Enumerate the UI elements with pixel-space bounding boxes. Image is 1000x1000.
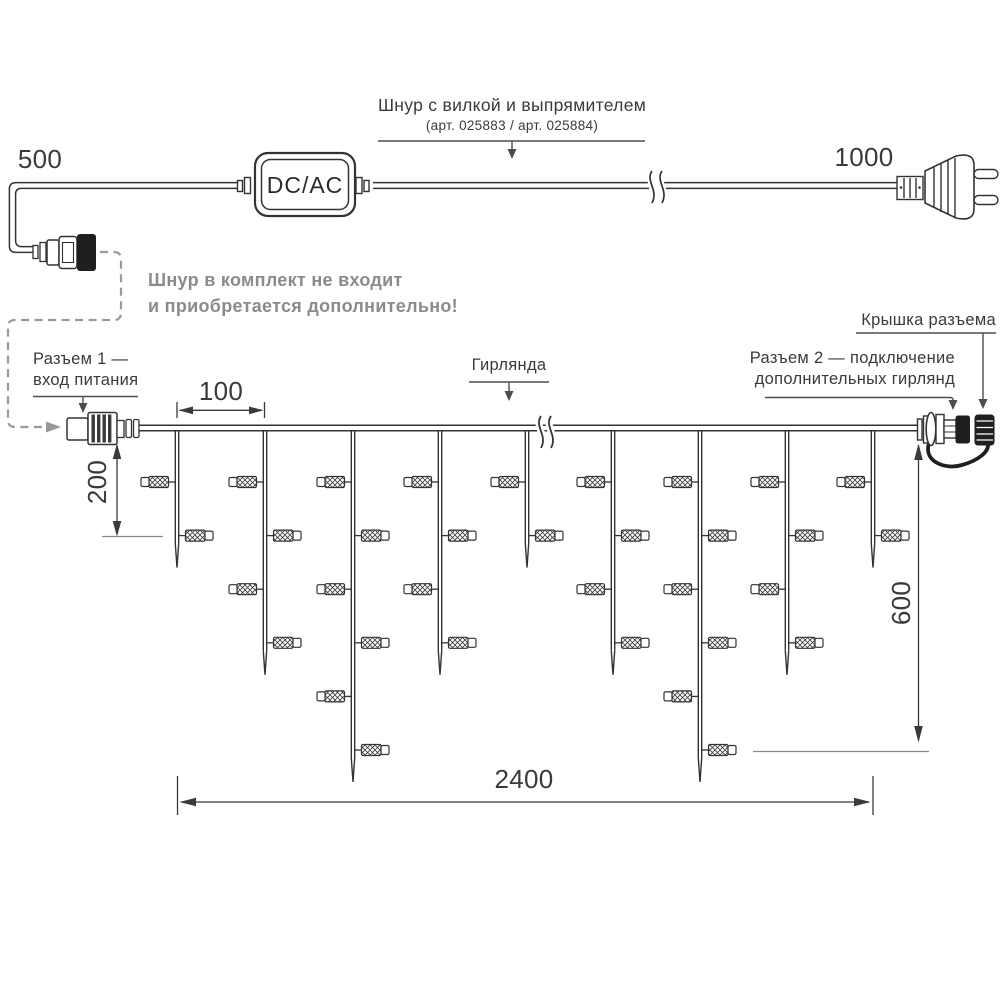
cord-note-line1: Шнур в комплект не входит: [148, 270, 403, 290]
connector2-label-line2: дополнительных гирлянд: [754, 370, 955, 388]
dim-500-label: 500: [17, 144, 63, 174]
cord-note-line2: и приобретается дополнительно!: [148, 296, 458, 316]
dim-1000-label: 1000: [834, 142, 894, 172]
dim-2400-label: 2400: [494, 764, 554, 794]
power-cord-cable: [9, 183, 897, 253]
converter-label: DC/AC: [266, 172, 344, 198]
dashed-connection-path: [8, 252, 121, 433]
garland-connector-1: [67, 413, 139, 445]
mains-plug: [897, 155, 998, 219]
connector2-label-line1: Разъем 2 — подключение: [749, 349, 955, 367]
cord-title: Шнур с вилкой и выпрямителем: [377, 95, 647, 115]
garland-cable: [139, 425, 918, 430]
connector1-label-line1: Разъем 1 —: [33, 350, 129, 368]
garland-label: Гирлянда: [471, 356, 547, 374]
adapter-output-connector: [33, 234, 96, 271]
connector-cap: [975, 415, 995, 446]
cord-subtitle: (арт. 025883 / арт. 025884): [425, 118, 599, 133]
dim-200-label: 200: [82, 459, 112, 505]
cap-label: Крышка разъема: [861, 311, 996, 329]
power-cord-break-mark: [649, 171, 664, 203]
dim-100-label: 100: [198, 376, 244, 406]
connector1-label-line2: вход питания: [33, 371, 139, 389]
garland-break-mark: [539, 416, 553, 448]
garland-connector-2: [918, 413, 995, 467]
dim-600-label: 600: [886, 580, 916, 626]
garland-drops: [141, 431, 909, 782]
